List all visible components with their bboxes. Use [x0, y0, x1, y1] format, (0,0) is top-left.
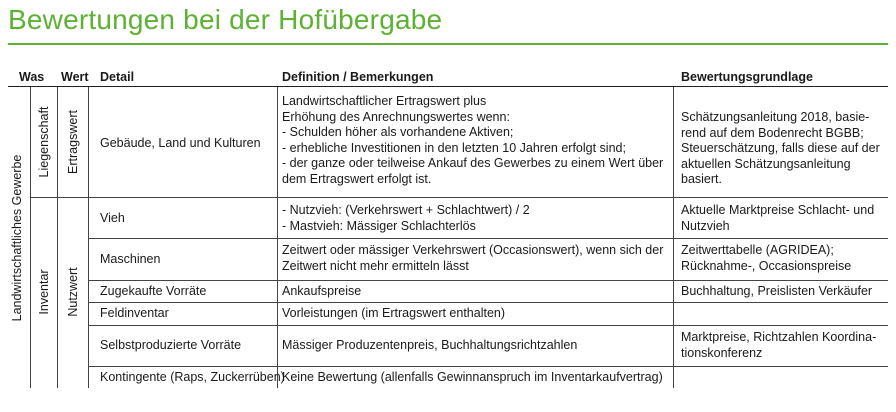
divider-sub: [57, 87, 58, 388]
row-detail: Selbstproduzierte Vorräte: [100, 338, 242, 352]
row-detail: Feldinventar: [100, 306, 169, 320]
group-label-inventar: Inventar: [37, 269, 51, 315]
row-separator: [88, 366, 888, 367]
header-grundlage: Bewertungsgrundlage: [681, 70, 813, 84]
group-label-liegenschaft: Liegenschaft: [37, 106, 51, 178]
header-wert: Wert: [61, 70, 89, 84]
title-rule: [8, 43, 888, 45]
row-separator: [88, 302, 888, 303]
row-grundlage: Schätzungsanleitung 2018, basie- rend auf dem Bodenrecht BGBB; Steuerschätzung, falls diese auf der aktuellen Schätzungsanleitung basiert.: [681, 110, 880, 187]
page-title: Bewertungen bei der Hofübergabe: [8, 4, 443, 35]
row-definition: - Nutzvieh: (Verkehrswert + Schlachtwert) / 2 - Mastvieh: Mässiger Schlachterlös: [282, 203, 530, 233]
row-separator: [88, 280, 888, 281]
row-definition: Mässiger Produzentenpreis, Buchhaltungsrichtzahlen: [282, 338, 578, 352]
row-detail: Zugekaufte Vorräte: [100, 284, 207, 298]
group-label-landwirtschaft: Landwirtschaftliches Gewerbe: [10, 154, 24, 322]
row-detail: Kontingente (Raps, Zuckerrüben): [100, 370, 285, 384]
group-label-ertragswert: Ertragswert: [66, 110, 80, 174]
row-definition: Vorleistungen (im Ertragswert enthalten): [282, 306, 506, 320]
row-definition: Landwirtschaftlicher Ertragswert plus Erhöhung des Anrechnungswertes wenn: - Schulden höher als vorhandene Aktiven; - erhebliche Investitionen in den letzten 10 Jahren erfolgt sind; - der ganze oder teilweise Ankauf des Gewerbes zu einem Wert über dem Ertragswert erfolgt ist.: [282, 94, 664, 186]
row-definition: Ankaufspreise: [282, 284, 362, 298]
group-separator: [30, 197, 888, 198]
row-separator: [88, 325, 888, 326]
row-definition: Keine Bewertung (allenfalls Gewinnanspruch im Inventarkaufvertrag): [282, 370, 663, 384]
group-label-nutzwert: Nutzwert: [66, 267, 80, 317]
header-was: Was: [19, 70, 45, 84]
row-detail: Gebäude, Land und Kulturen: [100, 136, 261, 150]
divider-was: [30, 87, 31, 388]
header-detail: Detail: [100, 70, 135, 84]
row-grundlage: Aktuelle Marktpreise Schlacht- und Nutzvieh: [681, 203, 875, 233]
header-definition: Definition / Bemerkungen: [282, 70, 434, 84]
row-grundlage: Marktpreise, Richtzahlen Koordina- tionskonferenz: [681, 330, 877, 360]
row-detail: Vieh: [100, 211, 125, 225]
row-grundlage: Buchhaltung, Preislisten Verkäufer: [681, 284, 873, 298]
header-rule: [8, 86, 888, 87]
row-definition: Zeitwert oder mässiger Verkehrswert (Occasionswert), wenn sich der Zeitwert nicht mehr ermitteln lässt: [282, 243, 664, 273]
row-separator: [88, 238, 888, 239]
row-grundlage: Zeitwerttabelle (AGRIDEA); Rücknahme-, Occasionspreise: [681, 243, 852, 273]
row-detail: Maschinen: [100, 252, 161, 266]
